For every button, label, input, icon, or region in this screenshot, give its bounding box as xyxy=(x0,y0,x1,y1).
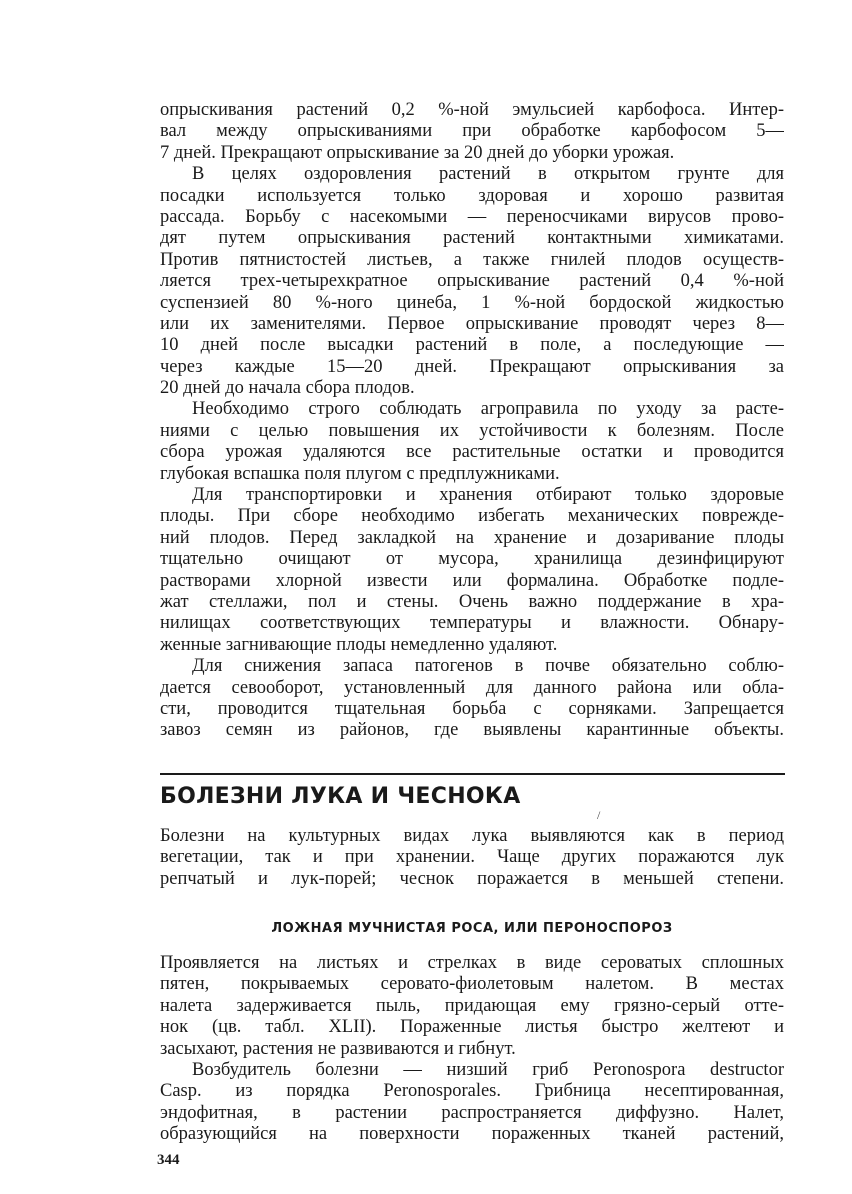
subsection-text xyxy=(160,953,784,1146)
text-line: дается севооборот, установленный для данного района или обла- xyxy=(160,677,784,698)
page-number: 344 xyxy=(157,1152,180,1168)
text-line: 20 дней до начала сбора плодов. xyxy=(160,378,415,399)
text-line: Болезни на культурных видах лука выявляются как в период xyxy=(160,826,784,846)
text-line: налета задерживается пыль, придающая ему грязно-серый отте- xyxy=(160,995,784,1016)
text-line: через каждые 15—20 дней. Прекращают опрыскивания за xyxy=(160,356,784,377)
text-line: ний плодов. Перед закладкой на хранение и дозаривание плоды xyxy=(160,527,784,548)
section-title: БОЛЕЗНИ ЛУКА И ЧЕСНОКА xyxy=(160,784,521,809)
text-line: плоды. При сборе необходимо избегать механических поврежде- xyxy=(160,506,784,527)
text-line: Возбудитель болезни — низший гриб Peronospora destructor xyxy=(192,1059,784,1080)
text-line: женные загнивающие плоды немедленно удаляют. xyxy=(160,634,558,655)
text-line: растворами хлорной извести или формалина. Обработке подле- xyxy=(160,570,784,591)
text-line: Проявляется на листьях и стрелках в виде сероватых сплошных xyxy=(160,953,784,973)
text-line: Против пятнистостей листьев, а также гнилей плодов осуществ- xyxy=(160,249,784,270)
text-line: сбора урожая удаляются все растительные остатки и проводится xyxy=(160,442,784,463)
subsection-title: ЛОЖНАЯ МУЧНИСТАЯ РОСА, ИЛИ ПЕРОНОСПОРОЗ xyxy=(271,921,673,936)
text-line: жат стеллажи, пол и стены. Очень важно поддержание в хра- xyxy=(160,591,784,612)
text-line: сти, проводится тщательная борьба с сорняками. Запрещается xyxy=(160,698,784,719)
text-line: посадки используется только здоровая и хорошо развитая xyxy=(160,185,784,206)
text-line: репчатый и лук-порей; чеснок поражается в меньшей степени. xyxy=(160,868,784,889)
text-line: ниями с целью повышения их устойчивости к болезням. После xyxy=(160,420,784,441)
text-line: засыхают, растения не развиваются и гибнут. xyxy=(160,1038,516,1059)
text-line: ляется трех-четырехкратное опрыскивание растений 0,4 %-ной xyxy=(160,271,784,292)
text-line: рассада. Борьбу с насекомыми — переносчиками вирусов прово- xyxy=(160,206,784,227)
text-line: нок (цв. табл. XLII). Пораженные листья быстро желтеют и xyxy=(160,1017,784,1038)
text-line: пятен, покрываемых серовато-фиолетовым налетом. В местах xyxy=(160,974,784,995)
text-line: 10 дней после высадки растений в поле, а последующие — xyxy=(160,335,784,356)
text-line: опрыскивания растений 0,2 %-ной эмульсией карбофоса. Интер- xyxy=(160,100,784,120)
text-line: глубокая вспашка поля плугом с предплужниками. xyxy=(160,463,560,484)
text-line: завоз семян из районов, где выявлены карантинные объекты. xyxy=(160,720,784,741)
text-line: эндофитная, в растении распространяется диффузно. Налет, xyxy=(160,1102,784,1123)
print-speck: / xyxy=(597,808,601,822)
text-line: Необходимо строго соблюдать агроправила по уходу за расте- xyxy=(192,399,784,420)
text-line: нилищах соответствующих температуры и влажности. Обнару- xyxy=(160,613,784,634)
text-line: Для снижения запаса патогенов в почве обязательно соблю- xyxy=(192,656,784,677)
section-divider xyxy=(160,773,785,775)
text-line: образующийся на поверхности пораженных тканей растений, xyxy=(160,1124,784,1145)
body-text-block-1 xyxy=(160,100,784,742)
section-intro xyxy=(160,826,784,890)
text-line: дят путем опрыскивания растений контактными химикатами. xyxy=(160,228,784,249)
text-line: или их заменителями. Первое опрыскивание проводят через 8— xyxy=(160,313,784,334)
text-line: Для транспортировки и хранения отбирают только здоровые xyxy=(192,485,784,506)
text-line: суспензией 80 %-ного цинеба, 1 %-ной бордоской жидкостью xyxy=(160,292,784,313)
text-line: Casp. из порядка Peronosporales. Грибница несептированная, xyxy=(160,1081,784,1102)
text-line: тщательно очищают от мусора, хранилища дезинфицируют xyxy=(160,549,784,570)
text-line: вегетации, так и при хранении. Чаще других поражаются лук xyxy=(160,847,784,868)
text-line: 7 дней. Прекращают опрыскивание за 20 дней до уборки урожая. xyxy=(160,142,675,163)
text-line: вал между опрыскиваниями при обработке карбофосом 5— xyxy=(160,121,784,142)
text-line: В целях оздоровления растений в открытом грунте для xyxy=(192,164,784,185)
